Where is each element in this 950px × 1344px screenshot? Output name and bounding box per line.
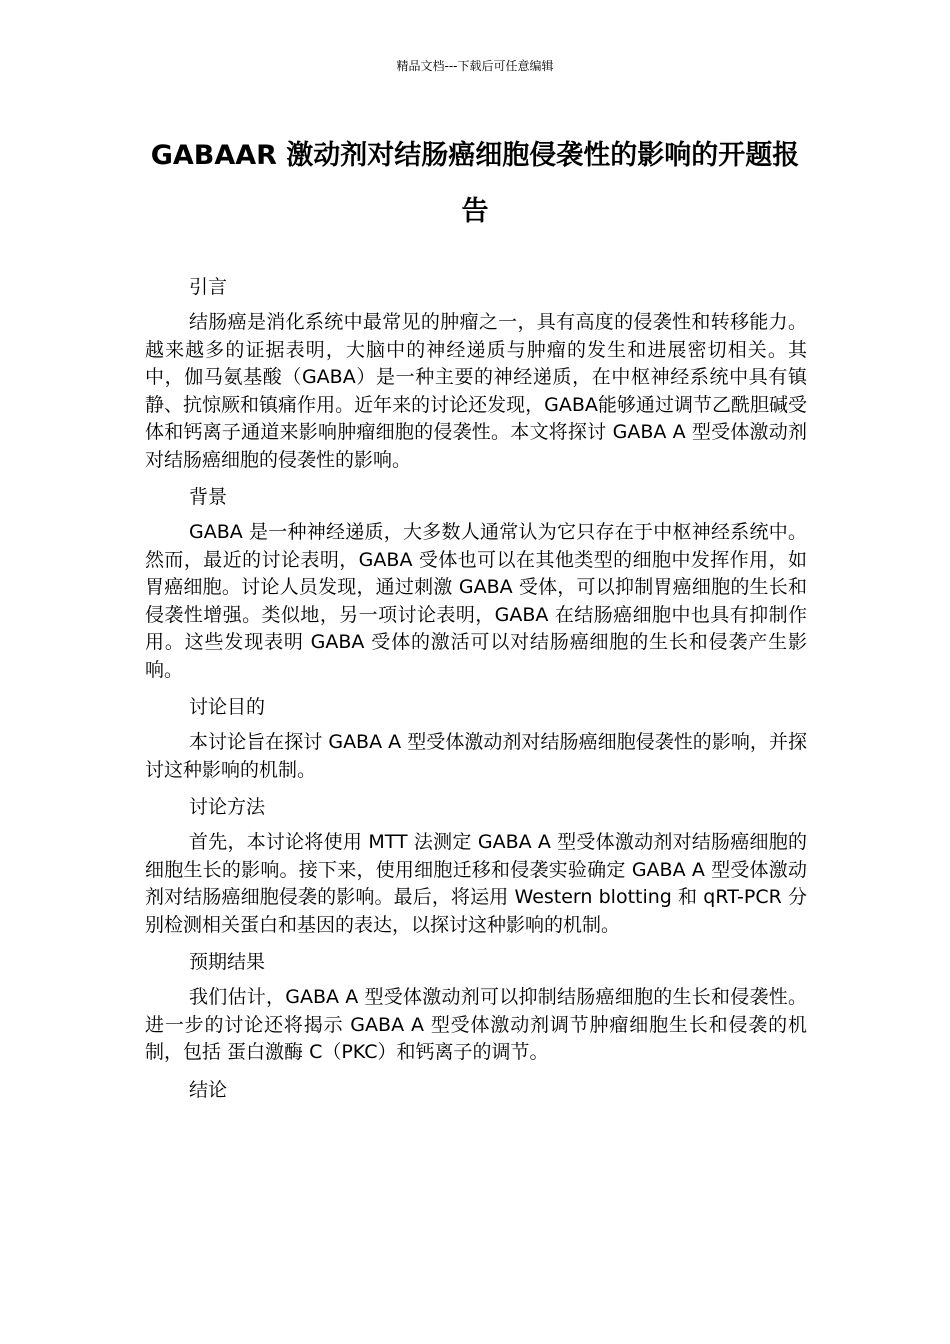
page-header-note: 精品文档---下载后可任意编辑 <box>396 59 554 73</box>
section-heading-introduction: 引言 <box>189 276 228 298</box>
section-text-background: GABA 是一种神经递质，大多数人通常认为它只存在于中枢神经系统中。然而，最近的讨论表明，GABA 受体也可以在其他类型的细胞中发挥作用，如胃癌细胞。讨论人员发现，通过刺激 GABA 受体，可以抑制胃癌细胞的生长和侵袭性增强。类似地，另一项讨论表明，GABA 在结肠癌细胞中也具有抑制作用。这些发现表明 GABA 受体的激活可以对结肠癌细胞的生长和侵袭产生影响。 <box>145 521 807 681</box>
section-heading-methods: 讨论方法 <box>189 796 266 818</box>
section-text-methods: 首先，本讨论将使用 MTT 法测定 GABA A 型受体激动剂对结肠癌细胞的细胞生长的影响。接下来，使用细胞迁移和侵袭实验确定 GABA A 型受体激动剂对结肠癌细胞侵袭的影响。最后，将运用 Western blotting 和 qRT-PCR 分别检测相关蛋白和基因的表达，以探讨这种影响的机制。 <box>145 831 807 936</box>
document-title: GABAAR 激动剂对结肠癌细胞侵袭性的影响的开题报告 <box>150 140 800 227</box>
section-text-introduction: 结肠癌是消化系统中最常见的肿瘤之一，具有高度的侵袭性和转移能力。越来越多的证据表明，大脑中的神经递质与肿瘤的发生和进展密切相关。其中，伽马氨基酸（GABA）是一种主要的神经递质，在中枢神经系统中具有镇静、抗惊厥和镇痛作用。近年来的讨论还发现，GABA能够通过调节乙酰胆碱受体和钙离子通道来影响肿瘤细胞的侵袭性。本文将探讨 GABA A 型受体激动剂对结肠癌细胞的侵袭性的影响。 <box>145 311 807 471</box>
section-text-expected-results: 我们估计，GABA A 型受体激动剂可以抑制结肠癌细胞的生长和侵袭性。进一步的讨论还将揭示 GABA A 型受体激动剂调节肿瘤细胞生长和侵袭的机制，包括 蛋白激酶 C（PKC）和钙离子的调节。 <box>145 986 807 1063</box>
section-heading-expected-results: 预期结果 <box>189 951 266 973</box>
section-heading-purpose: 讨论目的 <box>189 696 266 718</box>
section-text-purpose: 本讨论旨在探讨 GABA A 型受体激动剂对结肠癌细胞侵袭性的影响，并探讨这种影响的机制。 <box>145 731 807 781</box>
section-heading-conclusion: 结论 <box>189 1078 228 1101</box>
document-body <box>145 269 807 1112</box>
section-heading-background: 背景 <box>189 486 228 508</box>
